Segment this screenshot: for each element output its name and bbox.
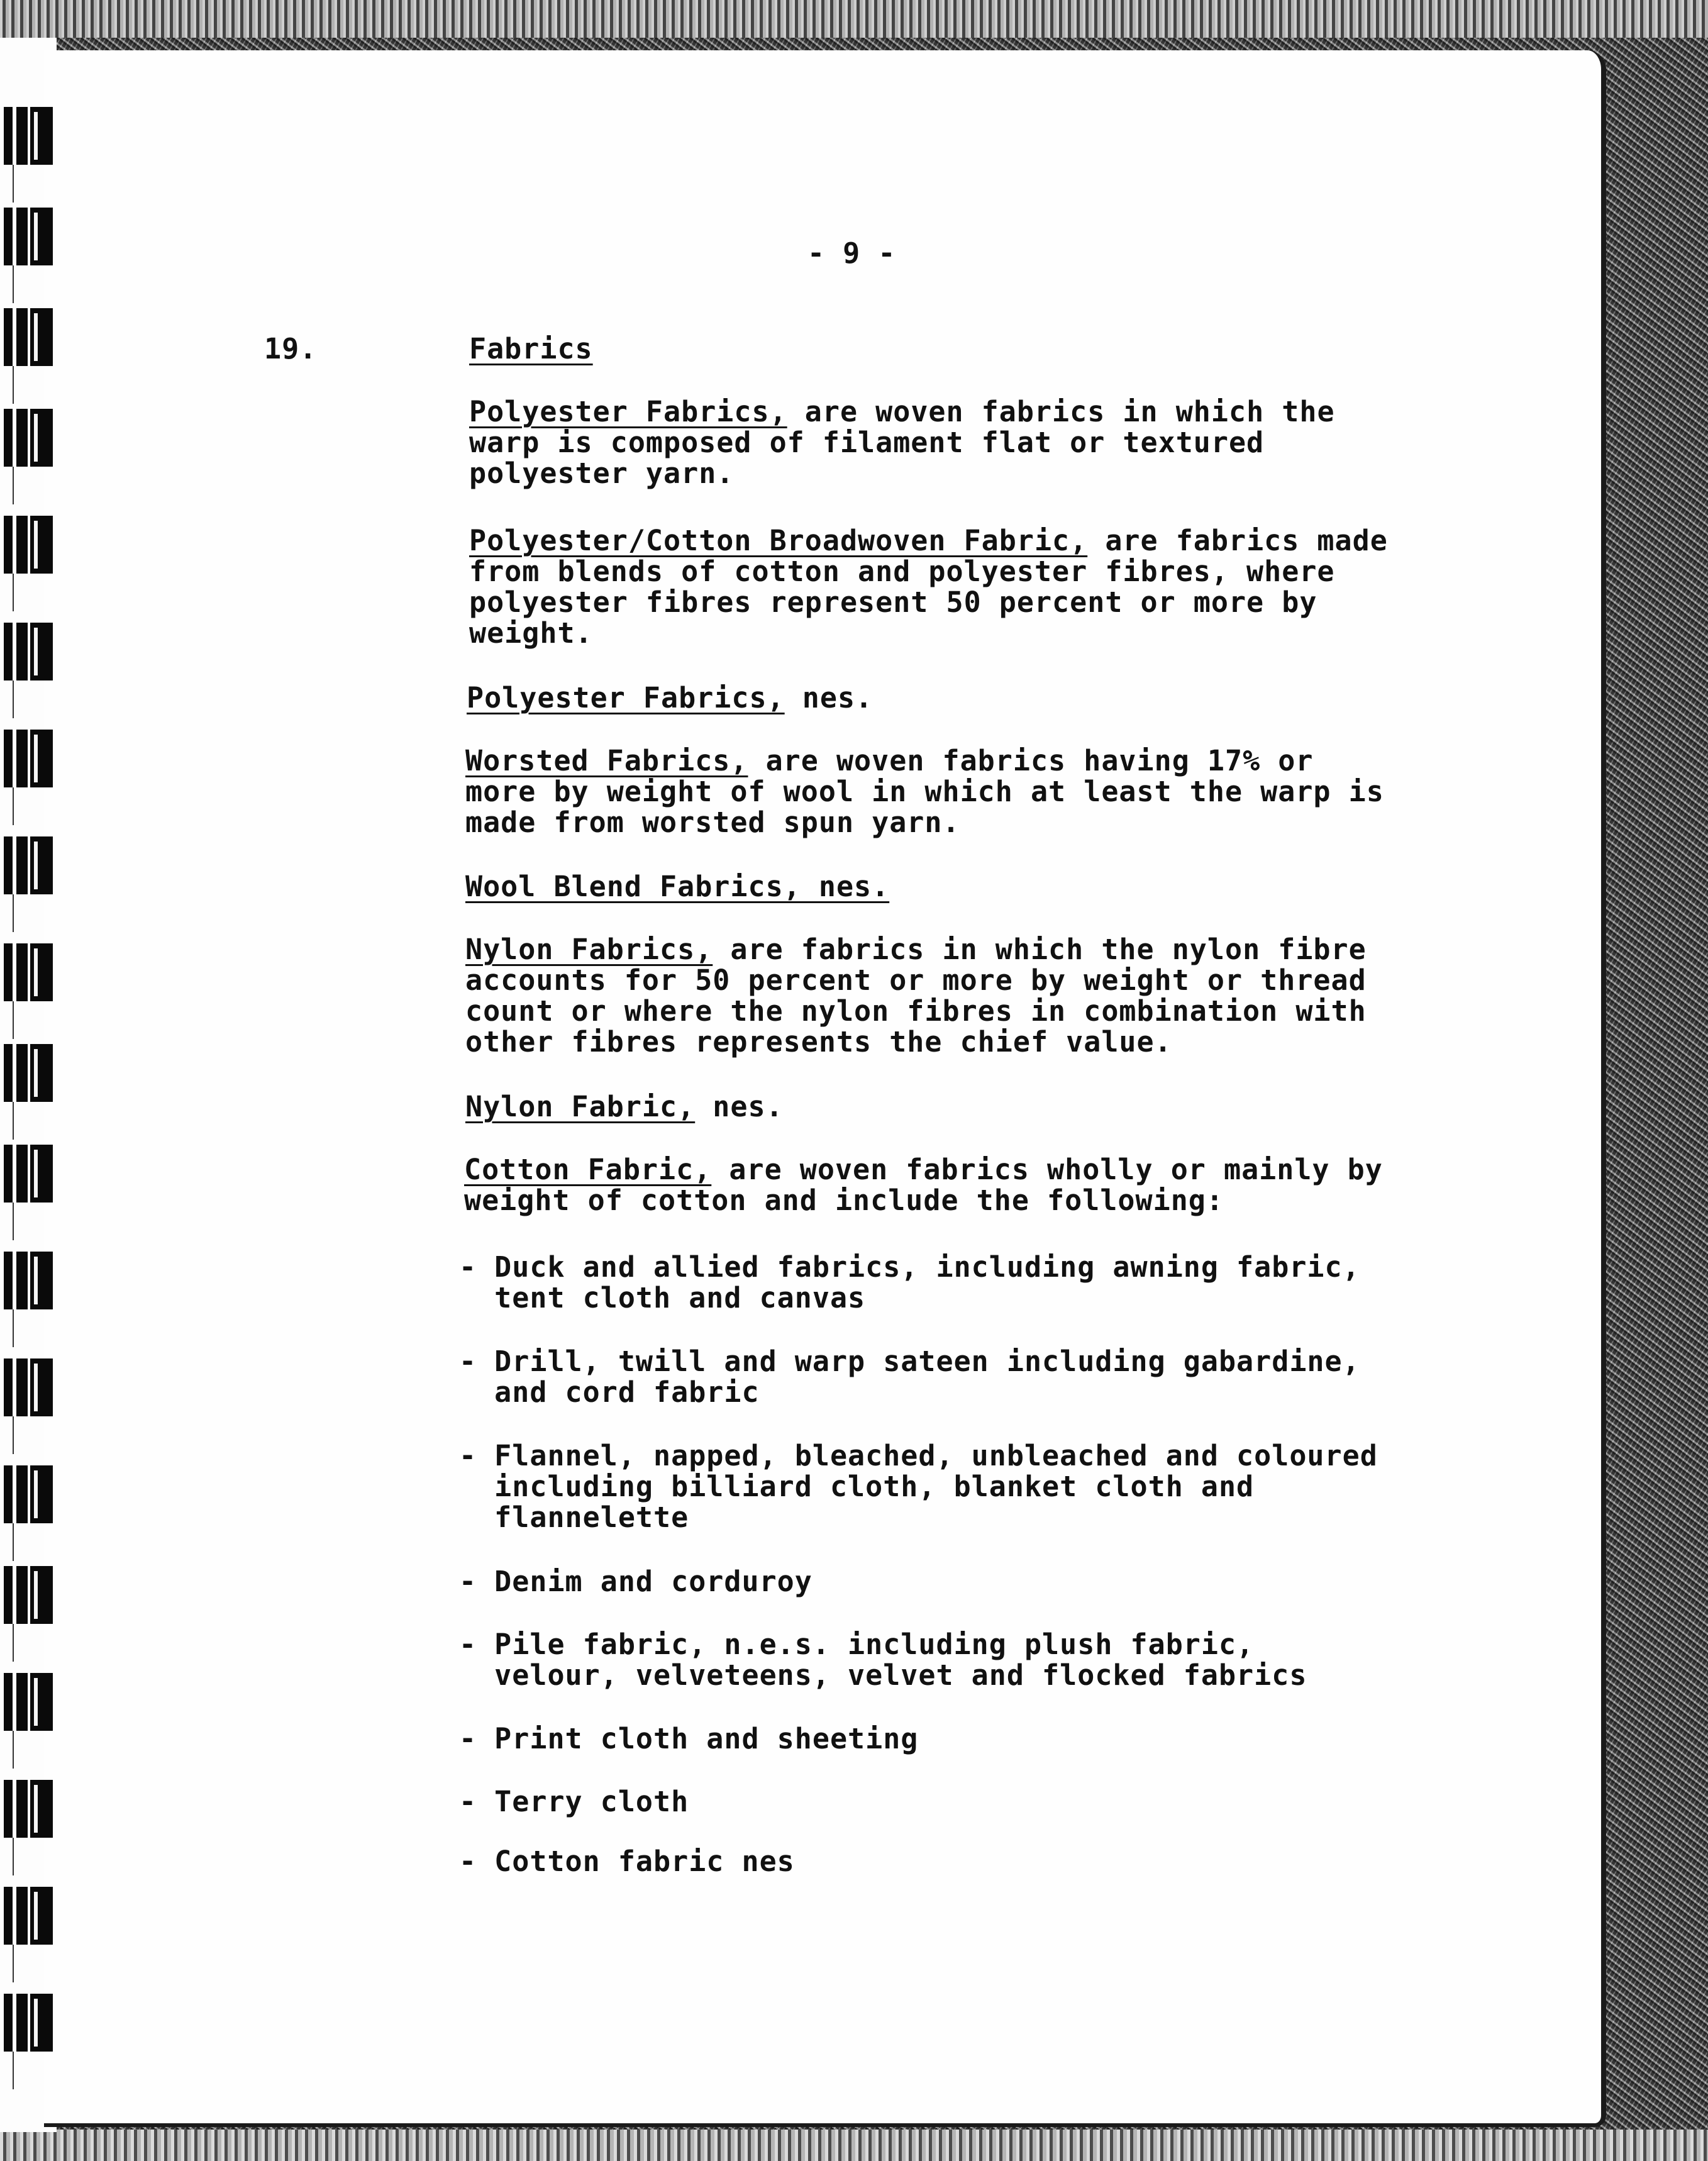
- binder-ring: [4, 516, 54, 574]
- list-item-line: - Duck and allied fabrics, including awning fabric,: [459, 1250, 1360, 1284]
- definition-line: from blends of cotton and polyester fibres, where: [469, 555, 1335, 588]
- list-item-line: - Flannel, napped, bleached, unbleached and coloured: [459, 1439, 1378, 1472]
- definition-line: warp is composed of filament flat or textured: [469, 426, 1265, 459]
- list-item-line: flannelette: [459, 1501, 689, 1534]
- cotton-list-item: [459, 1440, 1378, 1533]
- definition-entry: [465, 1091, 784, 1122]
- list-item-line: and cord fabric: [459, 1375, 760, 1409]
- cotton-list-item: [459, 1566, 812, 1597]
- definition-entry: [464, 1154, 1383, 1216]
- definition-line: polyester yarn.: [469, 457, 735, 490]
- definition-text: are woven fabrics having 17% or: [748, 744, 1314, 777]
- cotton-list-item: [459, 1252, 1360, 1313]
- definition-term: Worsted Fabrics,: [465, 744, 748, 777]
- definition-term: Nylon Fabric,: [465, 1090, 696, 1123]
- cotton-list-item: [459, 1846, 795, 1877]
- definition-first-line: [465, 745, 1384, 776]
- list-item-line: - Drill, twill and warp sateen including gabardine,: [459, 1345, 1360, 1378]
- binder-ring: [4, 1358, 54, 1416]
- list-item-line: - Terry cloth: [459, 1785, 689, 1818]
- list-item-line: - Pile fabric, n.e.s. including plush fabric,: [459, 1628, 1255, 1661]
- definition-text: are woven fabrics in which the: [787, 395, 1335, 428]
- definition-entry: [469, 396, 1335, 489]
- binder-ring: [4, 1465, 54, 1523]
- definition-text: nes.: [784, 681, 873, 714]
- definition-line: polyester fibres represent 50 percent or more by: [469, 586, 1317, 619]
- definition-term: Polyester Fabrics,: [467, 681, 785, 714]
- binder-ring: [4, 836, 54, 894]
- cotton-list-item: [459, 1786, 689, 1817]
- binder-ring: [4, 1145, 54, 1203]
- definition-first-line: [469, 525, 1388, 556]
- binder-ring: [4, 1044, 54, 1102]
- binder-ring: [4, 623, 54, 681]
- definition-term: Polyester/Cotton Broadwoven Fabric,: [469, 524, 1088, 557]
- definition-line: weight of cotton and include the following:: [464, 1184, 1224, 1217]
- definition-first-line: [465, 871, 889, 902]
- definition-term: Cotton Fabric,: [464, 1153, 712, 1186]
- page-number: - 9 -: [807, 236, 896, 270]
- binder-ring: [4, 1994, 54, 2052]
- list-item-line: - Print cloth and sheeting: [459, 1722, 919, 1755]
- section-title: Fabrics: [469, 332, 593, 365]
- definition-entry: [465, 934, 1367, 1057]
- definition-entry: [467, 682, 873, 713]
- definition-term: Wool Blend Fabrics, nes.: [465, 870, 890, 903]
- definition-line: count or where the nylon fibres in combination with: [465, 994, 1367, 1028]
- binder-ring: [4, 308, 54, 366]
- definition-entry: [465, 871, 889, 902]
- scan-bottom-edge: [0, 2130, 1708, 2161]
- definition-first-line: [465, 934, 1367, 965]
- definition-first-line: [467, 682, 873, 713]
- list-item-line: velour, velveteens, velvet and flocked fabrics: [459, 1658, 1307, 1692]
- cotton-list-item: [459, 1723, 918, 1754]
- definition-text: are fabrics in which the nylon fibre: [713, 933, 1367, 966]
- definition-term: Polyester Fabrics,: [469, 395, 787, 428]
- binder-rings: [0, 0, 63, 2161]
- definition-entry: [469, 525, 1388, 648]
- cotton-list-item: [459, 1346, 1360, 1408]
- list-item-line: - Cotton fabric nes: [459, 1845, 795, 1878]
- binder-ring: [4, 208, 54, 265]
- cotton-list-item: [459, 1629, 1307, 1691]
- binder-ring: [4, 730, 54, 787]
- definition-text: are fabrics made: [1087, 524, 1388, 557]
- binder-ring: [4, 1780, 54, 1838]
- definition-line: weight.: [469, 616, 593, 650]
- binder-ring: [4, 1252, 54, 1309]
- definition-text: nes.: [695, 1090, 784, 1123]
- binder-ring: [4, 1566, 54, 1624]
- binder-ring: [4, 107, 54, 165]
- definition-first-line: [469, 396, 1335, 427]
- list-item-line: including billiard cloth, blanket cloth and: [459, 1470, 1255, 1503]
- binder-ring: [4, 409, 54, 467]
- definition-entry: [465, 745, 1384, 838]
- definition-text: are woven fabrics wholly or mainly by: [711, 1153, 1383, 1186]
- definition-first-line: [464, 1154, 1383, 1185]
- binder-ring: [4, 1887, 54, 1945]
- binder-ring: [4, 943, 54, 1001]
- definition-line: accounts for 50 percent or more by weight or thread: [465, 964, 1367, 997]
- definition-line: more by weight of wool in which at least the warp is: [465, 775, 1384, 808]
- list-item-line: - Denim and corduroy: [459, 1565, 812, 1598]
- list-item-line: tent cloth and canvas: [459, 1281, 866, 1314]
- definition-line: other fibres represents the chief value.: [465, 1025, 1172, 1058]
- scan-top-edge: [0, 0, 1708, 38]
- definition-line: made from worsted spun yarn.: [465, 806, 960, 839]
- binder-ring: [4, 1673, 54, 1731]
- definition-first-line: [465, 1091, 784, 1122]
- definition-term: Nylon Fabrics,: [465, 933, 713, 966]
- section-number: 19.: [264, 332, 318, 365]
